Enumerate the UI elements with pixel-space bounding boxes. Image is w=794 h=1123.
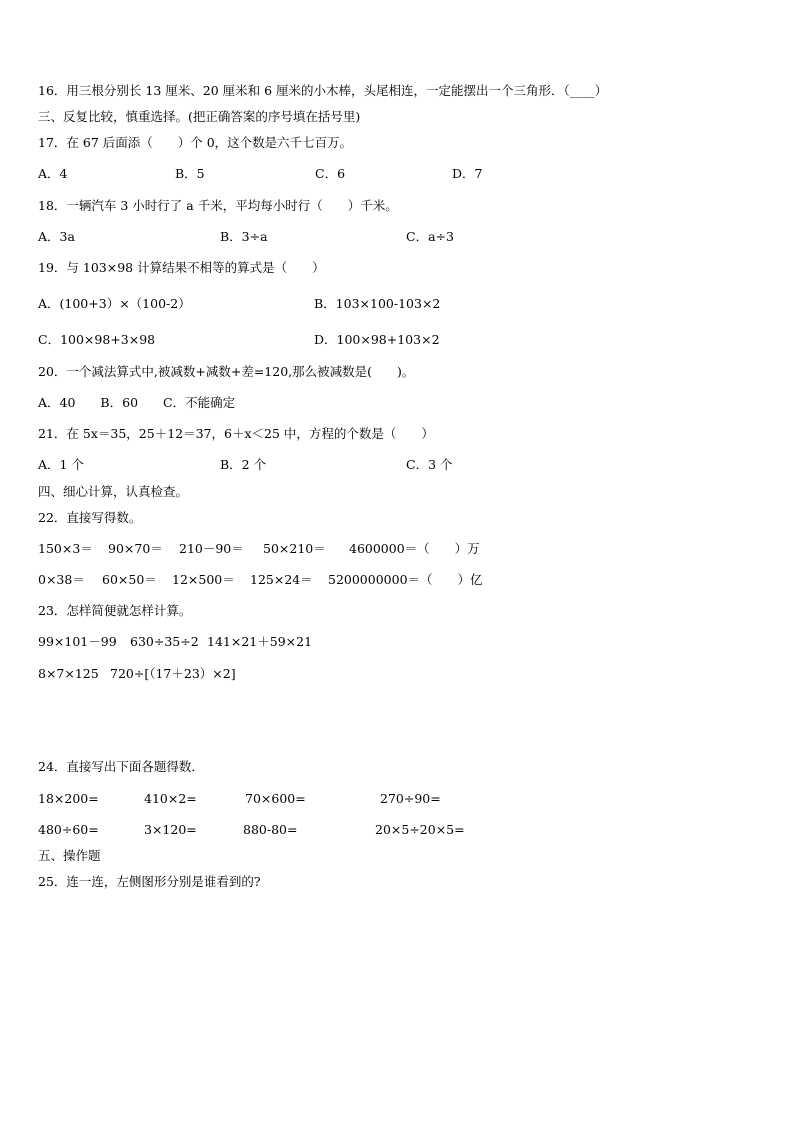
q22-item: 12×500＝ [172, 572, 235, 587]
question-20: 20．一个减法算式中,被减数+减数+差=120,那么被减数是( )。 [38, 364, 415, 379]
q17-option-a: A．4 [38, 166, 68, 181]
q17-option-d: D．7 [452, 166, 483, 181]
q17-options [38, 166, 738, 182]
q19-option-d: D．100×98+103×2 [314, 332, 440, 347]
q24-item: 18×200= [38, 791, 99, 806]
q22-item: 90×70＝ [108, 541, 163, 556]
q22-item: 210－90＝ [179, 541, 244, 556]
section-4-heading: 四、细心计算，认真检查。 [38, 484, 189, 499]
q24-item: 410×2= [144, 791, 197, 806]
q23-item: 99×101－99 [38, 634, 117, 649]
q22-item: 60×50＝ [102, 572, 157, 587]
q19-option-b: B．103×100-103×2 [314, 296, 441, 311]
q24-item: 3×120= [144, 822, 197, 837]
q24-item: 480÷60= [38, 822, 99, 837]
q23-row-2 [38, 666, 758, 682]
question-17: 17．在 67 后面添（ ）个 0，这个数是六千七百万。 [38, 135, 353, 150]
q23-row-1 [38, 634, 758, 650]
q22-item: 0×38＝ [38, 572, 85, 587]
q18-options [38, 229, 738, 245]
question-25: 25．连一连，左侧图形分别是谁看到的? [38, 874, 261, 889]
q21-option-b: B．2 个 [220, 457, 267, 472]
q17-option-c: C．6 [315, 166, 346, 181]
question-16: 16．用三根分别长 13 厘米、20 厘米和 6 厘米的小木棒，头尾相连，一定能摆出一个三角形．（____） [38, 83, 608, 98]
q22-item: 5200000000＝（ ）亿 [328, 572, 483, 587]
question-21: 21．在 5x＝35，25＋12＝37，6＋x＜25 中，方程的个数是（ ） [38, 426, 434, 441]
q24-item: 270÷90= [380, 791, 441, 806]
question-22: 22．直接写得数。 [38, 510, 142, 525]
q19-option-a: A．(100+3）×（100-2） [38, 296, 191, 311]
question-19: 19．与 103×98 计算结果不相等的算式是（ ） [38, 260, 325, 275]
q22-item: 50×210＝ [263, 541, 326, 556]
q22-item: 4600000＝（ ）万 [349, 541, 480, 556]
q18-option-b: B．3÷a [220, 229, 268, 244]
q19-option-c: C．100×98+3×98 [38, 332, 156, 347]
question-18: 18．一辆汽车 3 小时行了 a 千米，平均每小时行（ ）千米。 [38, 198, 398, 213]
q22-item: 150×3＝ [38, 541, 93, 556]
q17-option-b: B．5 [175, 166, 205, 181]
q23-item: 630÷35÷2 [130, 634, 199, 649]
q18-option-a: A．3a [38, 229, 75, 244]
question-24: 24．直接写出下面各题得数． [38, 759, 204, 774]
section-3-heading: 三、反复比较，慎重选择。(把正确答案的序号填在括号里) [38, 109, 361, 124]
q24-item: 20×5÷20×5= [375, 822, 465, 837]
q22-row-2 [38, 572, 758, 588]
q23-item: 141×21＋59×21 [207, 634, 313, 649]
q21-option-a: A．1 个 [38, 457, 84, 472]
q20-options: A．40 B．60 C．不能确定 [38, 395, 236, 410]
q22-item: 125×24＝ [250, 572, 313, 587]
q23-item: 8×7×125 [38, 666, 99, 681]
q24-item: 880-80= [243, 822, 298, 837]
q19-options-row2 [38, 332, 738, 348]
q24-item: 70×600= [245, 791, 306, 806]
q21-options [38, 457, 738, 473]
q18-option-c: C．a÷3 [406, 229, 454, 244]
q19-options-row1 [38, 296, 738, 312]
question-23: 23．怎样简便就怎样计算。 [38, 603, 192, 618]
q24-row-1 [38, 791, 758, 807]
q23-item: 720÷[（17＋23）×2] [110, 666, 236, 681]
section-5-heading: 五、操作题 [38, 848, 101, 863]
q22-row-1 [38, 541, 758, 557]
q24-row-2 [38, 822, 758, 838]
q21-option-c: C．3 个 [406, 457, 453, 472]
